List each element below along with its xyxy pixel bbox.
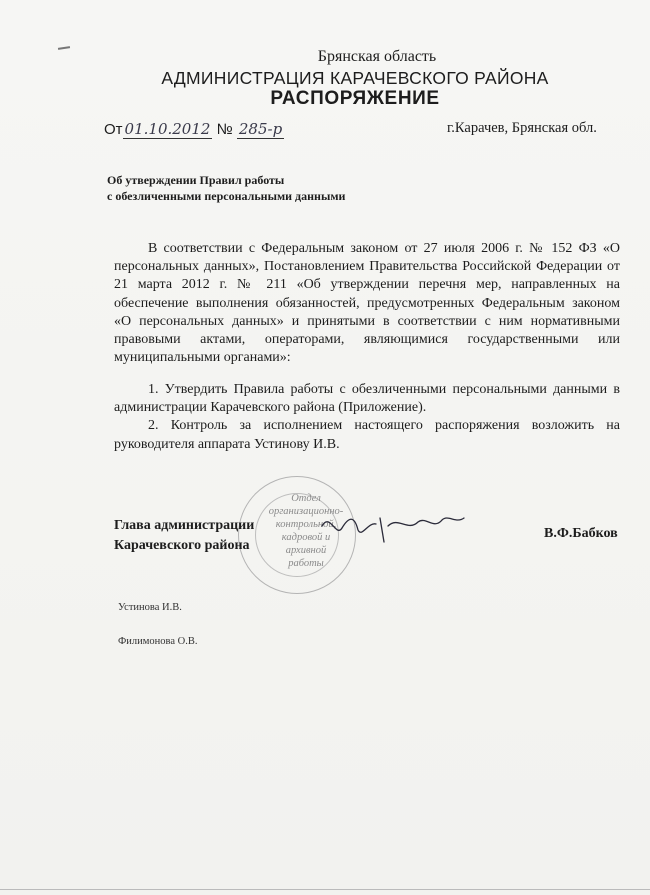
signer-title bbox=[114, 516, 254, 556]
signer-name: В.Ф.Бабков bbox=[544, 526, 618, 541]
date-prefix: От bbox=[104, 121, 123, 138]
order-item-1: 1. Утвердить Правила работы с обезличенными персональными данными в администрации Карачевского района (Приложение). bbox=[114, 382, 620, 416]
signer-title-line-2: Карачевского района bbox=[114, 538, 250, 553]
page-bottom-edge bbox=[0, 889, 650, 890]
preamble-block bbox=[114, 240, 620, 367]
number-prefix: № bbox=[216, 121, 233, 138]
date-value: 01.10.2012 bbox=[124, 120, 211, 138]
header-doc-type: РАСПОРЯЖЕНИЕ bbox=[270, 88, 440, 109]
subject-line-2: с обезличенными персональными данными bbox=[107, 189, 346, 203]
stamp-line: архивной работы bbox=[285, 545, 327, 569]
header-region: Брянская область bbox=[317, 48, 437, 65]
document-subject bbox=[107, 172, 345, 204]
stamp-line: контрольной, bbox=[275, 519, 337, 530]
order-item-2: 2. Контроль за исполнением настоящего распоряжения возложить на руководителя аппарата Устинову И.В. bbox=[114, 418, 620, 452]
place-of-issue: г.Карачев, Брянская обл. bbox=[447, 120, 597, 136]
subject-line-1: Об утверждении Правил работы bbox=[107, 173, 285, 187]
header-administration: АДМИНИСТРАЦИЯ КАРАЧЕВСКОГО РАЙОНА bbox=[161, 68, 549, 88]
stamp-line: Отдел bbox=[291, 493, 321, 504]
preamble-paragraph: В соответствии с Федеральным законом от 27 июля 2006 г. № 152 ФЗ «О персональных данных», Постановлением Правительства Российской Федерации от 21 марта 2012 г. № 211 «Об утверждении перечня мер, направленных на обеспечение выполнения обязанностей, предусмотренных Федеральным законом «О персональных данных» и принятыми в соответствии с ним нормативными правовыми актами, операторами, являющимися государственными или муниципальными органами»: bbox=[114, 241, 620, 366]
order-items bbox=[114, 381, 620, 454]
date-number-line bbox=[104, 120, 284, 139]
executor-2: Филимонова О.В. bbox=[118, 636, 198, 647]
stamp-line: кадровой и bbox=[281, 532, 331, 543]
executor-1: Устинова И.В. bbox=[118, 602, 182, 613]
number-value: 285-р bbox=[238, 120, 283, 138]
stamp-line: организационно- bbox=[268, 506, 344, 517]
handwritten-signature bbox=[318, 508, 468, 548]
signer-title-line-1: Глава администрации bbox=[114, 518, 255, 533]
